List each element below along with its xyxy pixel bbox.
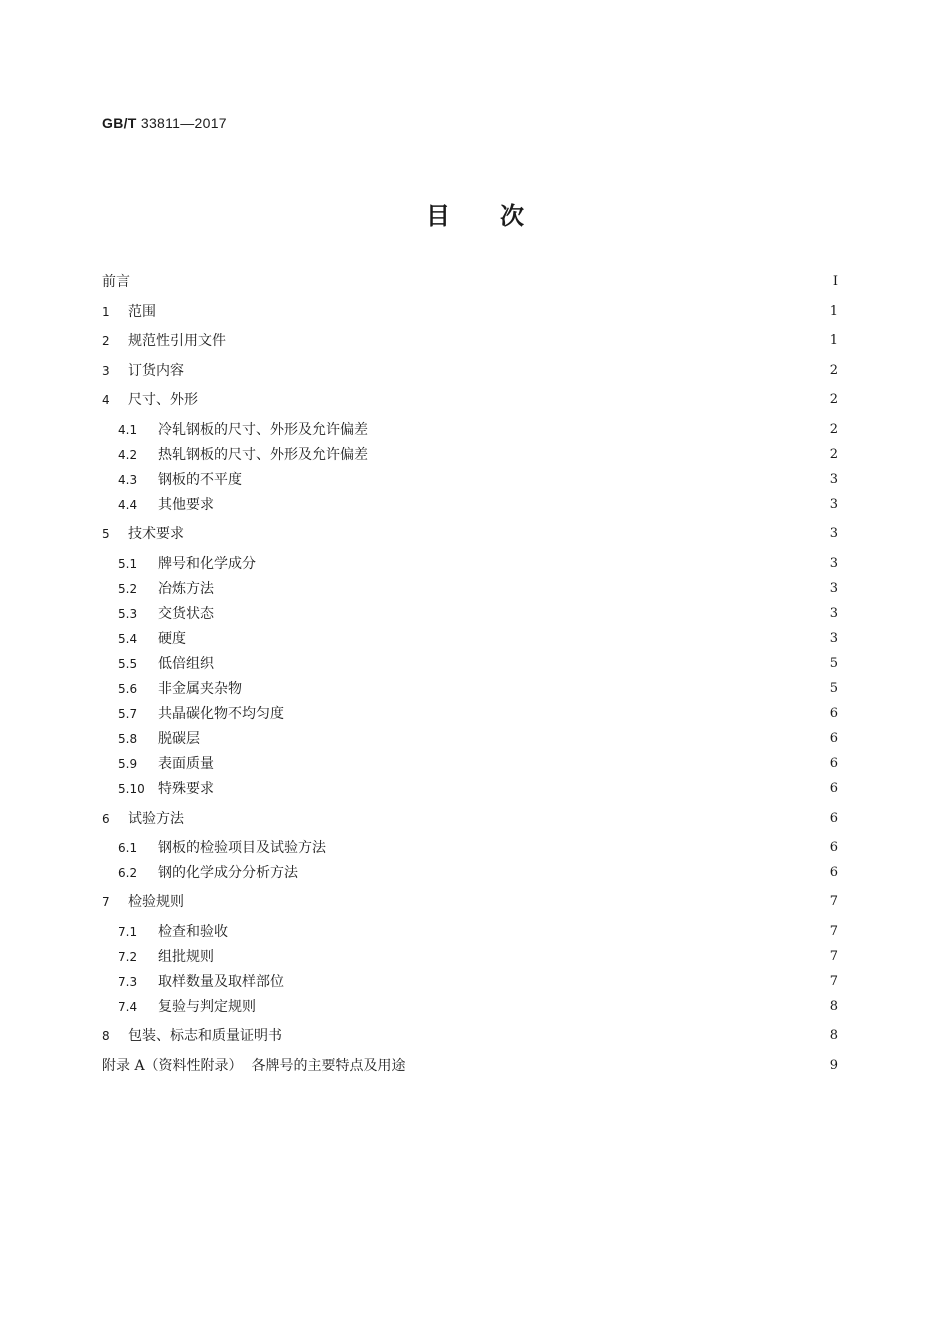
toc-entry-number: 3 — [102, 364, 110, 378]
toc-entry[interactable] — [102, 577, 838, 601]
toc-leader-dots — [220, 602, 820, 626]
toc-entry-label — [118, 727, 200, 751]
toc-entry-text: 试验方法 — [128, 811, 184, 827]
toc-entry-number: 4.2 — [118, 448, 138, 462]
toc-entry-number: 7.1 — [118, 925, 138, 939]
toc-entry[interactable] — [102, 418, 838, 442]
toc-entry-text: 钢板的不平度 — [158, 472, 242, 488]
title-char-1: 目 — [426, 202, 450, 230]
toc-leader-dots — [190, 359, 820, 383]
toc-entry-text: 硬度 — [158, 631, 186, 647]
toc-entry-label — [102, 1024, 282, 1048]
toc-leader-dots — [136, 270, 820, 294]
toc-entry-text: 脱碳层 — [158, 731, 200, 747]
toc-entry-page: 2 — [829, 392, 838, 407]
toc-entry-number: 5.5 — [118, 657, 138, 671]
toc-entry-text: 共晶碳化物不均匀度 — [158, 706, 284, 722]
toc-entry-number: 7.2 — [118, 950, 138, 964]
toc-entry-number: 4 — [102, 393, 110, 407]
toc-entry-label — [118, 552, 256, 576]
toc-entry-number: 5.9 — [118, 757, 138, 771]
toc-entry-label — [118, 627, 186, 651]
toc-entry-text: 其他要求 — [158, 497, 214, 513]
toc-entry-number: 7.3 — [118, 975, 138, 989]
toc-entry-page: 3 — [829, 556, 838, 571]
toc-leader-dots — [190, 890, 820, 914]
toc-entry-page: 3 — [829, 581, 838, 596]
toc-entry-label — [118, 418, 368, 442]
toc-entry[interactable] — [102, 552, 838, 576]
toc-entry-page: 8 — [829, 999, 838, 1014]
toc-leader-dots — [374, 418, 820, 442]
toc-entry-number: 5.3 — [118, 607, 138, 621]
toc-entry-number: 5.8 — [118, 732, 138, 746]
toc-entry-text: 钢的化学成分分析方法 — [158, 865, 298, 881]
toc-entry-text: 交货状态 — [158, 606, 214, 622]
toc-entry-text: 非金属夹杂物 — [158, 681, 242, 697]
toc-entry-number: 6 — [102, 812, 110, 826]
toc-leader-dots — [374, 443, 820, 467]
toc-entry-number: 8 — [102, 1029, 110, 1043]
toc-entry-number: 5.6 — [118, 682, 138, 696]
toc-entry-number: 5.1 — [118, 557, 138, 571]
toc-entry-number: 5 — [102, 527, 110, 541]
toc-entry-label — [118, 602, 214, 626]
toc-entry-label — [118, 995, 256, 1019]
toc-entry-text: 检验规则 — [128, 894, 184, 910]
toc-entry[interactable] — [102, 329, 838, 353]
toc-entry[interactable] — [102, 995, 838, 1019]
toc-entry-text: 冶炼方法 — [158, 581, 214, 597]
toc-entry-text: 复验与判定规则 — [158, 999, 256, 1015]
toc-leader-dots — [220, 945, 820, 969]
standard-code: 33811—2017 — [140, 115, 227, 131]
toc-entry[interactable] — [102, 890, 838, 914]
toc-entry-label — [102, 522, 184, 546]
toc-entry-number: 5.7 — [118, 707, 138, 721]
toc-entry[interactable] — [102, 468, 838, 492]
toc-leader-dots — [220, 652, 820, 676]
toc-entry-page: 2 — [829, 447, 838, 462]
toc-entry-number: 5.2 — [118, 582, 138, 596]
standard-prefix: GB/T — [102, 115, 137, 131]
toc-entry[interactable] — [102, 359, 838, 383]
toc-entry-text: 规范性引用文件 — [128, 333, 226, 349]
toc-entry[interactable] — [102, 522, 838, 546]
toc-entry[interactable] — [102, 1054, 838, 1078]
toc-entry-page: 6 — [829, 781, 838, 796]
toc-entry-label — [118, 577, 214, 601]
toc-entry-number: 6.1 — [118, 841, 138, 855]
toc-leader-dots — [190, 522, 820, 546]
toc-entry-number: 7.4 — [118, 1000, 138, 1014]
toc-entry[interactable] — [102, 493, 838, 517]
toc-entry-page: 3 — [829, 472, 838, 487]
toc-entry-page: 3 — [829, 606, 838, 621]
toc-entry-number: 4.1 — [118, 423, 138, 437]
toc-entry[interactable] — [102, 1024, 838, 1048]
toc-entry-label — [118, 468, 242, 492]
toc-leader-dots — [220, 777, 820, 801]
toc-entry-text: 尺寸、外形 — [128, 392, 198, 408]
toc-entry-label — [118, 920, 228, 944]
title-char-2: 次 — [500, 202, 524, 230]
toc-entry-label — [118, 652, 214, 676]
toc-entry-page: Ⅰ — [832, 274, 838, 289]
toc-entry-text: 组批规则 — [158, 949, 214, 965]
toc-entry[interactable] — [102, 777, 838, 801]
toc-leader-dots — [332, 836, 820, 860]
toc-entry-page: 3 — [829, 631, 838, 646]
toc-entry-text: 特殊要求 — [158, 781, 214, 797]
toc-entry-page: 6 — [829, 756, 838, 771]
toc-entry-label — [102, 329, 226, 353]
toc-entry-label — [118, 677, 242, 701]
toc-entry[interactable] — [102, 727, 838, 751]
toc-entry-page: 7 — [829, 974, 838, 989]
toc-entry-page: 2 — [829, 422, 838, 437]
toc-entry[interactable] — [102, 388, 838, 412]
toc-entry-label — [118, 836, 326, 860]
toc-entry-label — [118, 752, 214, 776]
toc-leader-dots — [220, 752, 820, 776]
toc-entry-number: 1 — [102, 305, 110, 319]
toc-entry-label — [118, 777, 214, 801]
toc-entry-page: 7 — [829, 894, 838, 909]
toc-entry[interactable] — [102, 627, 838, 651]
toc-entry-number: 6.2 — [118, 866, 138, 880]
toc-entry[interactable] — [102, 752, 838, 776]
toc-entry-text: 取样数量及取样部位 — [158, 974, 284, 990]
toc-entry-number: 4.4 — [118, 498, 138, 512]
toc-entry-label — [102, 807, 184, 831]
toc-entry[interactable] — [102, 970, 838, 994]
toc-entry[interactable] — [102, 300, 838, 324]
toc-entry-label — [118, 861, 298, 885]
toc-leader-dots — [162, 300, 820, 324]
toc-leader-dots — [192, 627, 820, 651]
page-title — [0, 196, 950, 231]
toc-entry-text: 检查和验收 — [158, 924, 228, 940]
toc-entry-page: 2 — [829, 363, 838, 378]
toc-entry-page: 6 — [829, 840, 838, 855]
toc-entry-page: 9 — [829, 1058, 838, 1073]
toc-entry-page: 3 — [829, 526, 838, 541]
toc-leader-dots — [204, 388, 820, 412]
toc-leader-dots — [220, 577, 820, 601]
toc-entry-text: 包装、标志和质量证明书 — [128, 1028, 282, 1044]
toc-leader-dots — [232, 329, 820, 353]
toc-entry[interactable] — [102, 652, 838, 676]
toc-entry-number: 2 — [102, 334, 110, 348]
toc-entry-text: 热轧钢板的尺寸、外形及允许偏差 — [158, 447, 368, 463]
toc-entry-page: 3 — [829, 497, 838, 512]
toc-entry-text: 冷轧钢板的尺寸、外形及允许偏差 — [158, 422, 368, 438]
toc-entry-page: 8 — [829, 1028, 838, 1043]
toc-entry-page: 6 — [829, 865, 838, 880]
toc-leader-dots — [288, 1024, 820, 1048]
toc-entry-page: 6 — [829, 706, 838, 721]
toc-leader-dots — [262, 552, 820, 576]
toc-leader-dots — [190, 807, 820, 831]
toc-entry-label — [102, 890, 184, 914]
toc-entry-text: 附录 A（资料性附录） 各牌号的主要特点及用途 — [102, 1058, 406, 1074]
toc-entry[interactable] — [102, 270, 838, 294]
toc-leader-dots — [290, 702, 820, 726]
toc-entry-page: 5 — [829, 656, 838, 671]
toc-leader-dots — [248, 468, 820, 492]
toc-entry[interactable] — [102, 920, 838, 944]
toc-entry[interactable] — [102, 677, 838, 701]
toc-entry[interactable] — [102, 836, 838, 860]
toc-entry-label — [118, 443, 368, 467]
standard-number — [102, 115, 227, 131]
toc-entry-label — [102, 359, 184, 383]
toc-entry-text: 订货内容 — [128, 363, 184, 379]
toc-leader-dots — [411, 1054, 820, 1078]
toc-leader-dots — [304, 861, 820, 885]
toc-entry-number: 5.4 — [118, 632, 138, 646]
toc-entry-label — [102, 300, 156, 324]
toc-entry-page: 6 — [829, 811, 838, 826]
toc-entry-page: 7 — [829, 924, 838, 939]
toc-entry-label — [102, 1054, 405, 1078]
toc-leader-dots — [290, 970, 820, 994]
toc-entry[interactable] — [102, 807, 838, 831]
toc-leader-dots — [206, 727, 820, 751]
toc-entry-page: 1 — [829, 333, 838, 348]
toc-entry[interactable] — [102, 602, 838, 626]
toc-leader-dots — [262, 995, 820, 1019]
toc-entry-text: 范围 — [128, 304, 156, 320]
toc-entry-number: 4.3 — [118, 473, 138, 487]
toc-entry-text: 牌号和化学成分 — [158, 556, 256, 572]
toc-entry-number: 5.10 — [118, 782, 145, 796]
toc-entry-text: 低倍组织 — [158, 656, 214, 672]
toc-leader-dots — [248, 677, 820, 701]
toc-entry-number: 7 — [102, 895, 110, 909]
toc-entry[interactable] — [102, 702, 838, 726]
toc-entry-page: 7 — [829, 949, 838, 964]
toc-leader-dots — [234, 920, 820, 944]
toc-entry-text: 技术要求 — [128, 526, 184, 542]
toc-entry-text: 钢板的检验项目及试验方法 — [158, 840, 326, 856]
toc-entry-label — [102, 270, 130, 294]
toc-entry[interactable] — [102, 861, 838, 885]
toc-entry-label — [118, 945, 214, 969]
toc-entry-label — [118, 702, 284, 726]
toc-entry[interactable] — [102, 945, 838, 969]
toc-entry[interactable] — [102, 443, 838, 467]
toc-entry-text: 表面质量 — [158, 756, 214, 772]
toc-entry-page: 1 — [829, 304, 838, 319]
toc-entry-label — [102, 388, 198, 412]
toc-leader-dots — [220, 493, 820, 517]
toc-entry-label — [118, 970, 284, 994]
toc-entry-text: 前言 — [102, 274, 130, 290]
toc-entry-page: 6 — [829, 731, 838, 746]
toc-entry-label — [118, 493, 214, 517]
toc-entry-page: 5 — [829, 681, 838, 696]
